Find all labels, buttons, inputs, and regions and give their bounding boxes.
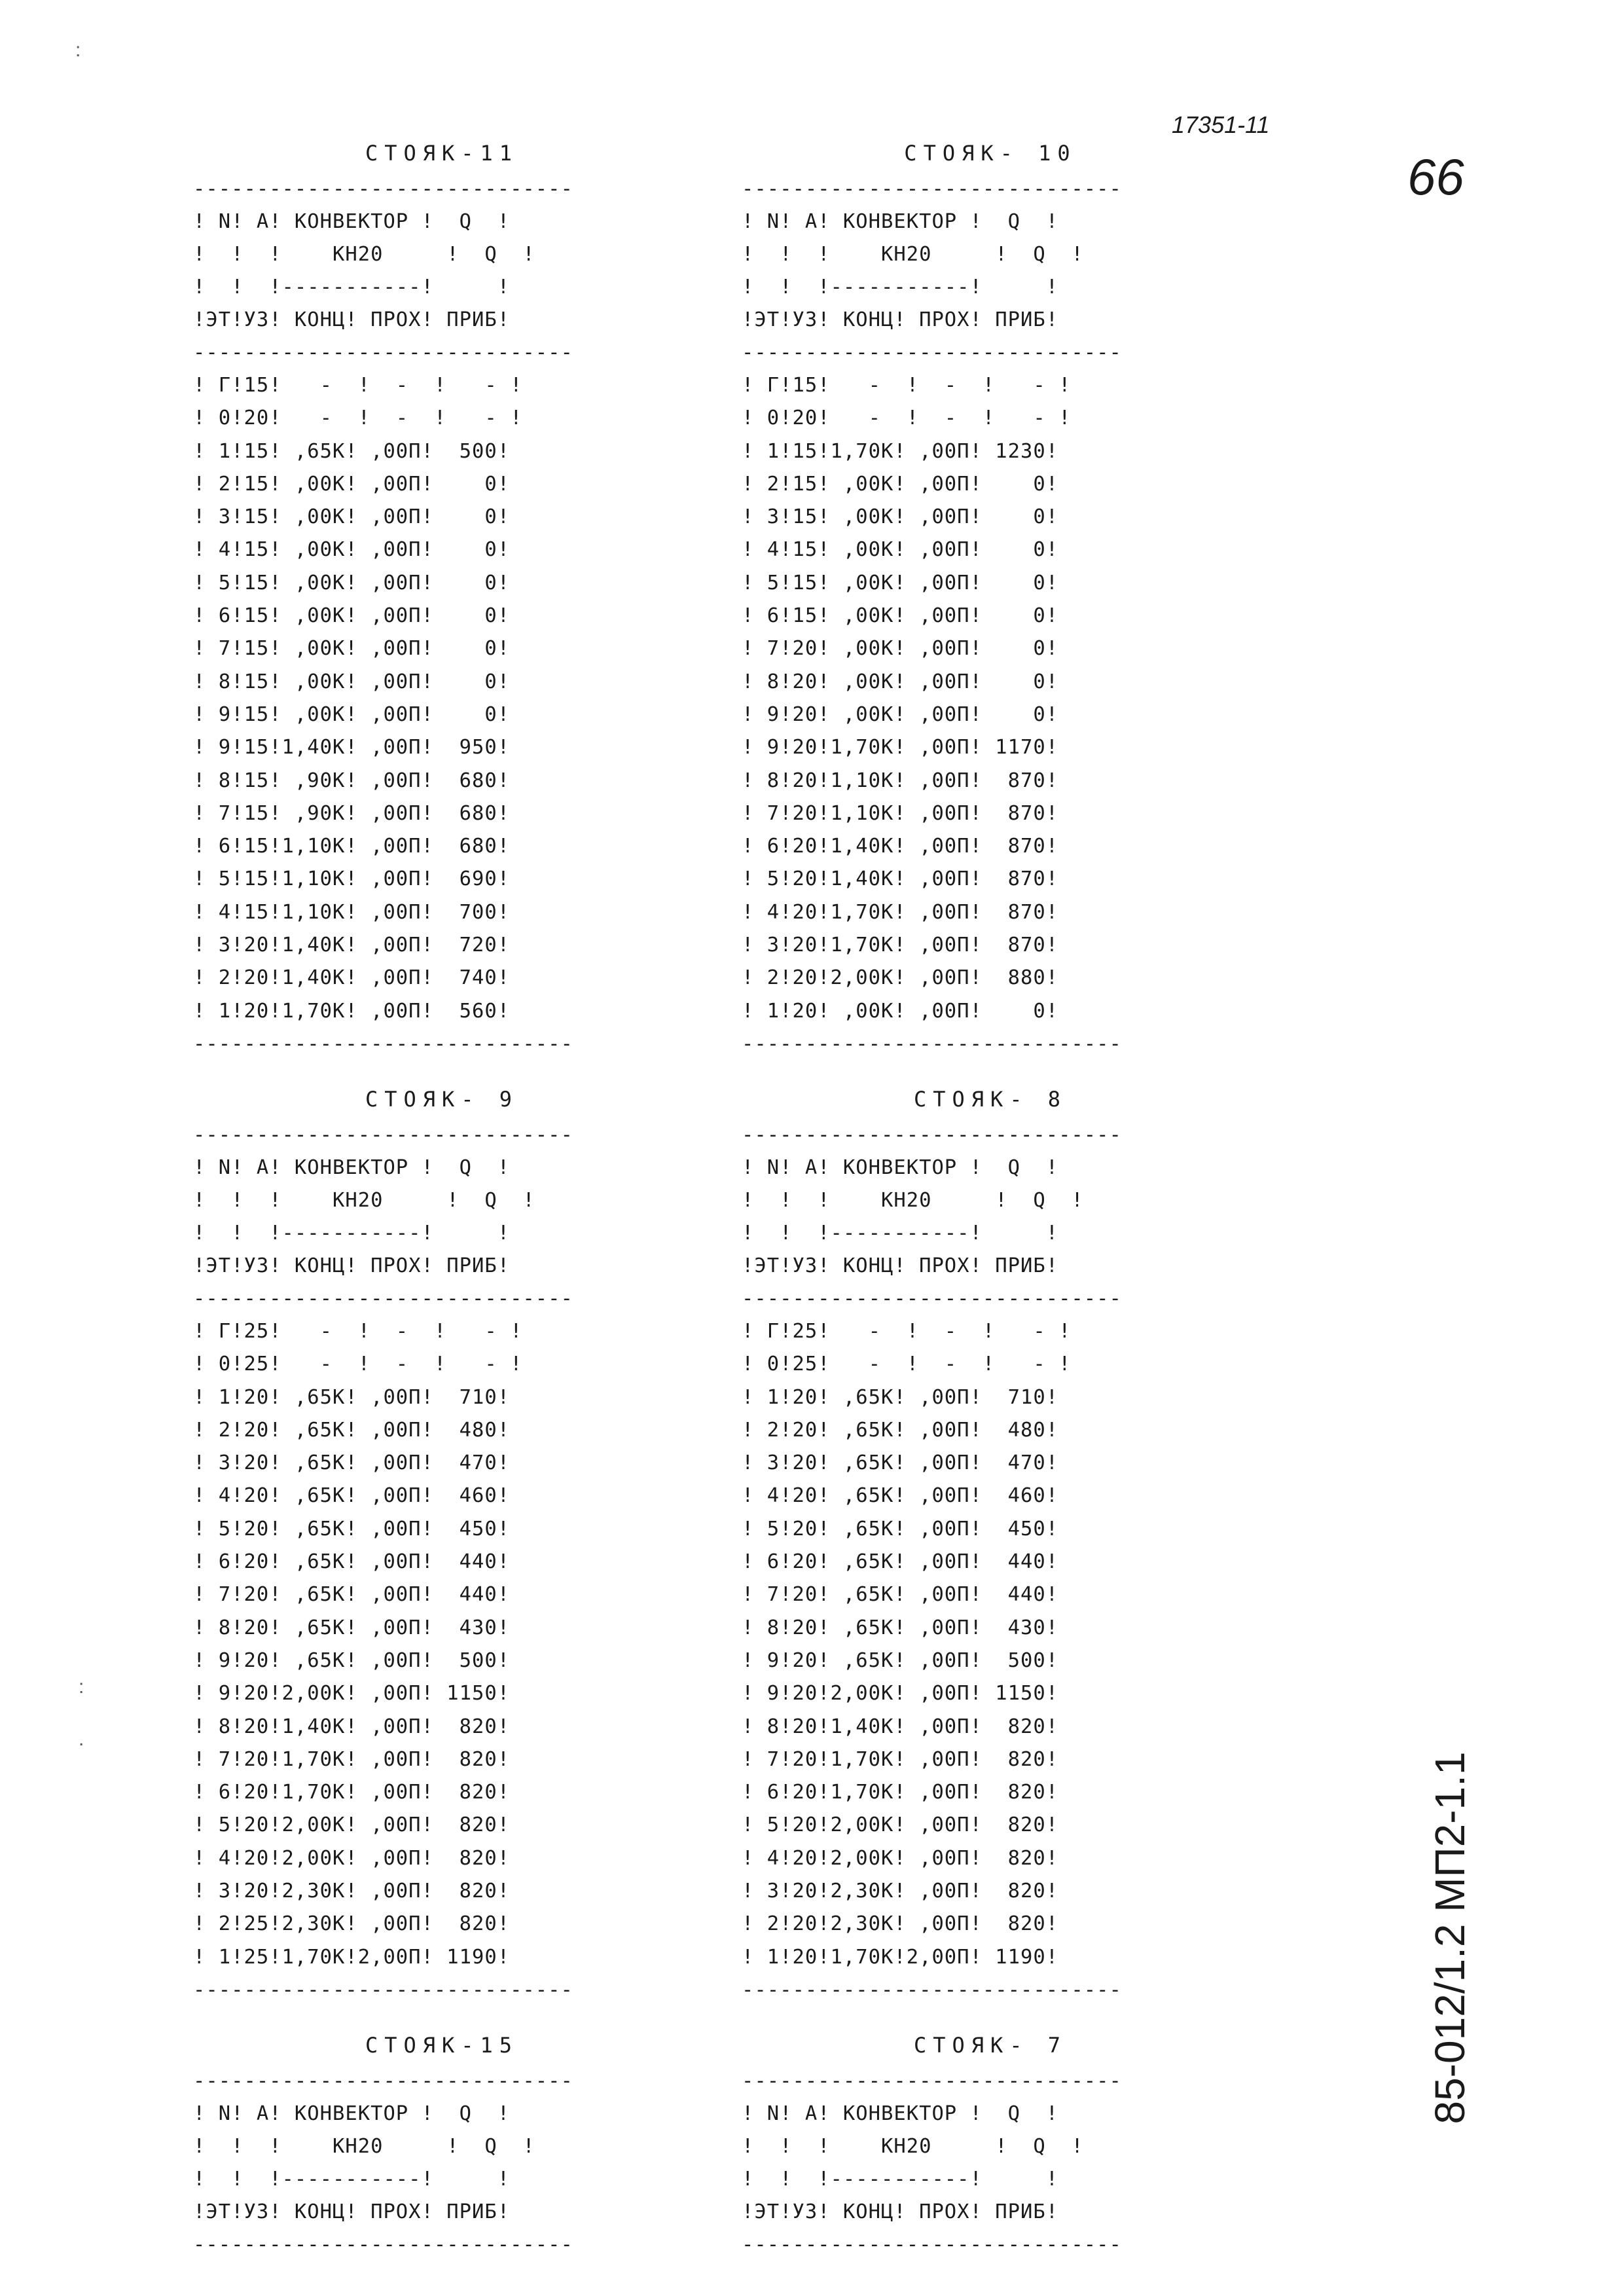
table-row: ! 9!15!1,40К! ,00П! 950! (193, 736, 511, 759)
table-row: ! 6!20!1,70К! ,00П! 820! (742, 1781, 1059, 1804)
table-header (742, 1119, 1239, 1315)
table-row: ! 7!20!1,10К! ,00П! 870! (742, 801, 1059, 825)
table-row: ! 4!20!2,00К! ,00П! 820! (193, 1846, 511, 1870)
header-line: !ЭТ!УЗ! КОНЦ! ПРОХ! ПРИБ! (742, 308, 1059, 331)
table-row: ! Г!15! - ! - ! - ! (193, 374, 523, 397)
table-row: ! 7!20! ,65К! ,00П! 440! (742, 1583, 1059, 1607)
rule-line: ------------------------------ (742, 341, 1122, 364)
riser-table-block (193, 137, 691, 1061)
header-line: ! ! ! КН20 ! Q ! (742, 1189, 1084, 1212)
riser-title: СТОЯК- 9 (365, 1087, 519, 1112)
table-row: ! 0!20! - ! - ! - ! (193, 407, 523, 430)
table-row: ! Г!15! - ! - ! - ! (742, 374, 1072, 397)
table-row: ! 2!20!2,00К! ,00П! 880! (742, 966, 1059, 990)
table-row: ! 6!20!1,70К! ,00П! 820! (193, 1781, 511, 1804)
table-row: ! 5!20!2,00К! ,00П! 820! (742, 1813, 1059, 1837)
table-row: ! 2!25!2,30К! ,00П! 820! (193, 1912, 511, 1936)
table-row: ! 4!15!1,10К! ,00П! 700! (193, 900, 511, 924)
header-line: ! N! A! КОНВЕКТОР ! Q ! (742, 2102, 1059, 2125)
table-row: ! 4!15! ,00К! ,00П! 0! (742, 538, 1059, 562)
table-row: ! 0!25! - ! - ! - ! (742, 1353, 1072, 1376)
table-row: ! 5!15! ,00К! ,00П! 0! (193, 571, 511, 594)
table-row: ! 5!15!1,10К! ,00П! 690! (193, 867, 511, 891)
table-header (193, 173, 691, 369)
table-row: ! 1!15!1,70К! ,00П! 1230! (742, 439, 1059, 463)
table-row: ! 9!20! ,65К! ,00П! 500! (742, 1649, 1059, 1672)
table-row: ! 4!20!1,70К! ,00П! 870! (742, 900, 1059, 924)
header-line: ! ! ! КН20 ! Q ! (193, 1189, 535, 1212)
table-body (742, 1315, 1239, 2007)
rule-line: ------------------------------ (193, 2069, 573, 2092)
table-row: ! Г!25! - ! - ! - ! (742, 1320, 1072, 1343)
header-line: !ЭТ!УЗ! КОНЦ! ПРОХ! ПРИБ! (193, 1254, 511, 1277)
table-row: ! 7!20!1,70К! ,00П! 820! (193, 1747, 511, 1771)
header-line: ! ! !-----------! ! (742, 2168, 1059, 2191)
header-line: ! N! A! КОНВЕКТОР ! Q ! (742, 210, 1059, 233)
table-body (193, 1315, 691, 2007)
table-row: ! 8!15! ,00К! ,00П! 0! (193, 670, 511, 693)
header-line: ! ! !-----------! ! (193, 2168, 511, 2191)
table-row: ! 3!15! ,00К! ,00П! 0! (193, 505, 511, 529)
table-header (742, 173, 1239, 369)
table-row: ! 8!20!1,10К! ,00П! 870! (742, 769, 1059, 792)
table-row: ! 4!20!2,00К! ,00П! 820! (742, 1846, 1059, 1870)
rule-line: ------------------------------ (193, 341, 573, 364)
table-row: ! 8!20!1,40К! ,00П! 820! (742, 1715, 1059, 1738)
riser-title: СТОЯК- 10 (904, 141, 1077, 166)
scan-speck: : (75, 39, 81, 61)
table-row: ! 1!25!1,70К!2,00П! 1190! (193, 1945, 511, 1969)
rule-line: ------------------------------ (742, 1978, 1122, 2001)
table-row: ! 5!15! ,00К! ,00П! 0! (742, 571, 1059, 594)
table-row: ! 8!20!1,40К! ,00П! 820! (193, 1715, 511, 1738)
table-row: ! 5!20!2,00К! ,00П! 820! (193, 1813, 511, 1837)
header-line: ! ! !-----------! ! (742, 1222, 1059, 1245)
rule-line: ------------------------------ (193, 1978, 573, 2001)
table-body (193, 369, 691, 1061)
side-document-code: 85-012/1.2 МП2-1.1 (1426, 1751, 1473, 2124)
table-row: ! Г!25! - ! - ! - ! (193, 1320, 523, 1343)
table-row: ! 1!15! ,65К! ,00П! 500! (193, 439, 511, 463)
rule-line: ------------------------------ (193, 1123, 573, 1146)
table-header (193, 1119, 691, 1315)
page-number: 66 (1407, 148, 1464, 206)
table-row: ! 1!20! ,00К! ,00П! 0! (742, 999, 1059, 1023)
rule-line: ------------------------------ (742, 1123, 1122, 1146)
rule-line: ------------------------------ (742, 1032, 1122, 1055)
table-row: ! 9!20!1,70К! ,00П! 1170! (742, 736, 1059, 759)
table-row: ! 1!20!1,70К!2,00П! 1190! (742, 1945, 1059, 1969)
riser-title: СТОЯК- 8 (913, 1087, 1068, 1112)
table-row: ! 0!25! - ! - ! - ! (193, 1353, 523, 1376)
table-row: ! 5!20! ,65К! ,00П! 450! (742, 1517, 1059, 1540)
table-row: ! 2!15! ,00К! ,00П! 0! (742, 472, 1059, 496)
header-line: ! ! !-----------! ! (193, 276, 511, 299)
table-row: ! 5!20! ,65К! ,00П! 450! (193, 1517, 511, 1540)
header-line: ! N! A! КОНВЕКТОР ! Q ! (193, 2102, 511, 2125)
table-row: ! 3!20! ,65К! ,00П! 470! (742, 1451, 1059, 1475)
header-line: !ЭТ!УЗ! КОНЦ! ПРОХ! ПРИБ! (742, 2200, 1059, 2223)
header-line: ! ! ! КН20 ! Q ! (193, 2135, 535, 2158)
header-line: ! ! ! КН20 ! Q ! (742, 2135, 1084, 2158)
table-row: ! 3!20!2,30К! ,00П! 820! (193, 1880, 511, 1903)
riser-table-block (193, 2030, 691, 2261)
table-row: ! 3!20!1,70К! ,00П! 870! (742, 934, 1059, 957)
table-row: ! 7!15! ,90К! ,00П! 680! (193, 801, 511, 825)
header-line: !ЭТ!УЗ! КОНЦ! ПРОХ! ПРИБ! (193, 2200, 511, 2223)
document-stamp-code: 17351-11 (1172, 111, 1270, 138)
table-row: ! 6!15!1,10К! ,00П! 680! (193, 835, 511, 858)
table-row: ! 2!20!1,40К! ,00П! 740! (193, 966, 511, 990)
table-row: ! 9!20!2,00К! ,00П! 1150! (742, 1682, 1059, 1705)
table-body (742, 369, 1239, 1061)
table-header (193, 2065, 691, 2261)
table-row: ! 4!20! ,65К! ,00П! 460! (742, 1484, 1059, 1508)
table-row: ! 1!20! ,65К! ,00П! 710! (193, 1385, 511, 1409)
table-row: ! 0!20! - ! - ! - ! (742, 407, 1072, 430)
table-row: ! 8!20! ,65К! ,00П! 430! (193, 1616, 511, 1639)
header-line: ! ! ! КН20 ! Q ! (193, 243, 535, 266)
riser-title: СТОЯК-15 (365, 2033, 519, 2058)
table-row: ! 2!20! ,65К! ,00П! 480! (742, 1418, 1059, 1442)
table-row: ! 8!20! ,00К! ,00П! 0! (742, 670, 1059, 693)
table-row: ! 7!15! ,00К! ,00П! 0! (193, 637, 511, 661)
header-line: !ЭТ!УЗ! КОНЦ! ПРОХ! ПРИБ! (193, 308, 511, 331)
rule-line: ------------------------------ (193, 1032, 573, 1055)
table-row: ! 1!20! ,65К! ,00П! 710! (742, 1385, 1059, 1409)
table-row: ! 9!20! ,65К! ,00П! 500! (193, 1649, 511, 1672)
riser-table-block (742, 2030, 1239, 2261)
table-row: ! 3!15! ,00К! ,00П! 0! (742, 505, 1059, 529)
riser-title: СТОЯК-11 (365, 141, 519, 166)
rule-line: ------------------------------ (742, 1287, 1122, 1310)
header-line: ! ! ! КН20 ! Q ! (742, 243, 1084, 266)
table-row: ! 7!20! ,65К! ,00П! 440! (193, 1583, 511, 1607)
rule-line: ------------------------------ (193, 2233, 573, 2256)
rule-line: ------------------------------ (193, 1287, 573, 1310)
table-row: ! 2!15! ,00К! ,00П! 0! (193, 472, 511, 496)
table-row: ! 6!20! ,65К! ,00П! 440! (742, 1550, 1059, 1574)
table-row: ! 9!20!2,00К! ,00П! 1150! (193, 1682, 511, 1705)
table-row: ! 3!20! ,65К! ,00П! 470! (193, 1451, 511, 1475)
table-row: ! 6!15! ,00К! ,00П! 0! (193, 604, 511, 628)
rule-line: ------------------------------ (742, 2069, 1122, 2092)
rule-line: ------------------------------ (742, 177, 1122, 200)
riser-table-block (742, 137, 1239, 1061)
table-header (742, 2065, 1239, 2261)
table-row: ! 8!15! ,90К! ,00П! 680! (193, 769, 511, 792)
table-row: ! 3!20!1,40К! ,00П! 720! (193, 934, 511, 957)
scan-speck: : (79, 1676, 84, 1698)
table-row: ! 9!15! ,00К! ,00П! 0! (193, 702, 511, 726)
header-line: !ЭТ!УЗ! КОНЦ! ПРОХ! ПРИБ! (742, 1254, 1059, 1277)
table-row: ! 2!20! ,65К! ,00П! 480! (193, 1418, 511, 1442)
table-row: ! 4!15! ,00К! ,00П! 0! (193, 538, 511, 562)
header-line: ! ! !-----------! ! (742, 276, 1059, 299)
table-row: ! 4!20! ,65К! ,00П! 460! (193, 1484, 511, 1508)
table-row: ! 1!20!1,70К! ,00П! 560! (193, 999, 511, 1023)
table-row: ! 5!20!1,40К! ,00П! 870! (742, 867, 1059, 891)
header-line: ! N! A! КОНВЕКТОР ! Q ! (193, 210, 511, 233)
header-line: ! N! A! КОНВЕКТОР ! Q ! (193, 1156, 511, 1179)
table-row: ! 2!20!2,30К! ,00П! 820! (742, 1912, 1059, 1936)
table-row: ! 8!20! ,65К! ,00П! 430! (742, 1616, 1059, 1639)
rule-line: ------------------------------ (193, 177, 573, 200)
table-row: ! 3!20!2,30К! ,00П! 820! (742, 1880, 1059, 1903)
header-line: ! ! !-----------! ! (193, 1222, 511, 1245)
riser-table-block (742, 1084, 1239, 2007)
scan-speck: . (79, 1728, 84, 1750)
table-row: ! 6!20! ,65К! ,00П! 440! (193, 1550, 511, 1574)
table-row: ! 7!20!1,70К! ,00П! 820! (742, 1747, 1059, 1771)
table-row: ! 6!15! ,00К! ,00П! 0! (742, 604, 1059, 628)
table-row: ! 6!20!1,40К! ,00П! 870! (742, 835, 1059, 858)
header-line: ! N! A! КОНВЕКТОР ! Q ! (742, 1156, 1059, 1179)
rule-line: ------------------------------ (742, 2233, 1122, 2256)
riser-title: СТОЯК- 7 (913, 2033, 1068, 2058)
riser-table-block (193, 1084, 691, 2007)
table-row: ! 9!20! ,00К! ,00П! 0! (742, 702, 1059, 726)
table-row: ! 7!20! ,00К! ,00П! 0! (742, 637, 1059, 661)
